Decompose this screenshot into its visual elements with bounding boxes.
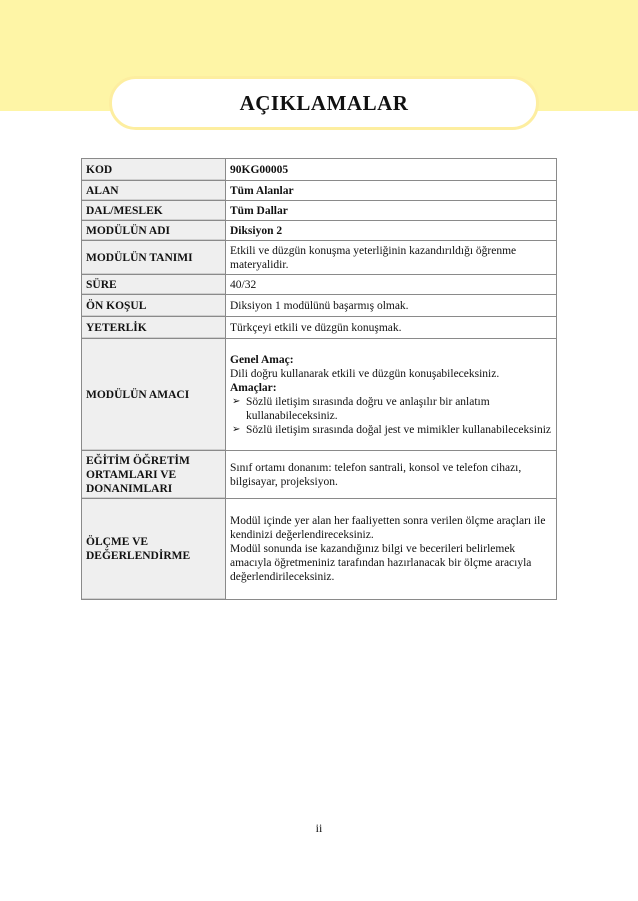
table-row-ortam [82, 451, 557, 499]
module-info-table [81, 158, 557, 600]
table-row-on-kosul [82, 295, 557, 317]
row-key: MODÜLÜN TANIMI [82, 241, 226, 275]
row-key: ÖN KOŞUL [82, 295, 226, 317]
row-key: YETERLİK [82, 317, 226, 339]
row-value: Sınıf ortamı donanım: telefon santrali, konsol ve telefon cihazı, bilgisayar, projeksiyon. [226, 451, 557, 499]
arrow-bullet-icon: ➢ [232, 423, 241, 435]
row-value: Tüm Alanlar [226, 181, 557, 201]
general-aim-text: Dili doğru kullanarak etkili ve düzgün konuşabileceksiniz. [230, 367, 500, 380]
aims-label: Amaçlar: [230, 381, 277, 394]
title-banner [109, 76, 539, 130]
table-row-modul-adi [82, 221, 557, 241]
aim-bullet-text: Sözlü iletişim sırasında doğal jest ve mimikler kullanabileceksiniz [246, 423, 552, 436]
arrow-bullet-icon: ➢ [232, 395, 241, 407]
page-number: ii [315, 821, 323, 835]
row-value: 90KG00005 [226, 159, 557, 181]
row-key: MODÜLÜN AMACI [82, 339, 226, 451]
row-key: MODÜLÜN ADI [82, 221, 226, 241]
list-item [230, 395, 552, 423]
table-row-dal [82, 201, 557, 221]
table-row-amac [82, 339, 557, 451]
row-key: ÖLÇME VE DEĞERLENDİRME [82, 499, 226, 600]
general-aim-label: Genel Amaç: [230, 353, 294, 366]
table-row-sure [82, 275, 557, 295]
table-row-kod [82, 159, 557, 181]
row-value: Etkili ve düzgün konuşma yeterliğinin kazandırıldığı öğrenme materyalidir. [226, 241, 557, 275]
assessment-text-2: Modül sonunda ise kazandığınız bilgi ve becerileri belirlemek amacıyla öğretmeniniz tarafından hazırlanacak bir ölçme aracıyla değerlendirileceksiniz. [230, 543, 532, 583]
row-value: Diksiyon 1 modülünü başarmış olmak. [226, 295, 557, 317]
page-title: AÇIKLAMALAR [239, 90, 409, 115]
row-value: Türkçeyi etkili ve düzgün konuşmak. [226, 317, 557, 339]
row-key: DAL/MESLEK [82, 201, 226, 221]
table-row-yeterlik [82, 317, 557, 339]
table-row-olcme [82, 499, 557, 600]
table-row-modul-tanimi [82, 241, 557, 275]
row-key: ALAN [82, 181, 226, 201]
table-row-alan [82, 181, 557, 201]
list-item [230, 423, 552, 437]
row-value: 40/32 [226, 275, 557, 295]
row-value: Tüm Dallar [226, 201, 557, 221]
assessment-text-1: Modül içinde yer alan her faaliyetten sonra verilen ölçme araçları ile kendinizi değerlendireceksiniz. [230, 515, 546, 541]
row-key: EĞİTİM ÖĞRETİM ORTAMLARI VE DONANIMLARI [82, 451, 226, 499]
row-value [226, 339, 557, 451]
aim-bullet-text: Sözlü iletişim sırasında doğru ve anlaşılır bir anlatım kullanabileceksiniz. [246, 395, 490, 422]
row-key: SÜRE [82, 275, 226, 295]
row-value [226, 499, 557, 600]
row-key: KOD [82, 159, 226, 181]
row-value: Diksiyon 2 [226, 221, 557, 241]
